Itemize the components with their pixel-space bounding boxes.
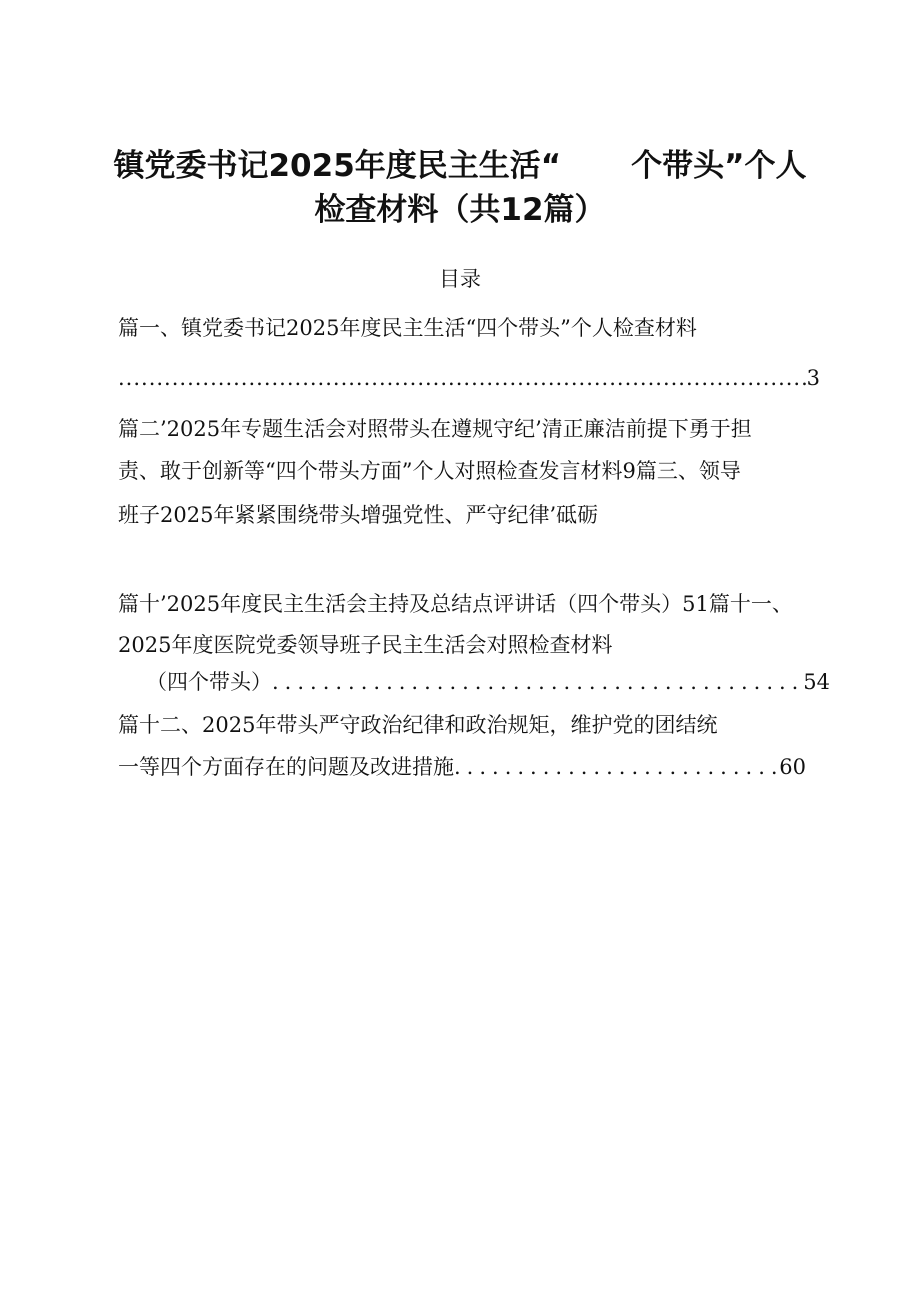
title-part-1: 镇党委书记2025年度民主生活“ xyxy=(113,148,562,184)
dot-leader xyxy=(272,667,803,697)
toc-entry-1-text[interactable]: 篇一、镇党委书记2025年度民主生活“四个带头”个人检查材料 xyxy=(118,316,697,340)
toc-entry-12-line-1[interactable]: 篇十二、2025年带头严守政治纪律和政治规矩，维护党的团结统 xyxy=(118,713,718,737)
dot-leader xyxy=(118,363,807,393)
toc-entry-1-leader[interactable] xyxy=(118,363,820,393)
toc-entry-2-line-2[interactable]: 责、敢于创新等“四个带头方面”个人对照检查发言材料9篇三、领导 xyxy=(118,459,741,483)
toc-entry-12-line-2: 一等四个方面存在的问题及改进措施 xyxy=(118,755,454,779)
toc-entry-2-line-1[interactable]: 篇二’2025年专题生活会对照带头在遵规守纪’清正廉洁前提下勇于担 xyxy=(118,417,752,441)
toc-heading: 目录 xyxy=(439,267,481,291)
toc-entry-11-line-2[interactable]: 2025年度医院党委领导班子民主生活会对照检查材料 xyxy=(118,633,613,657)
document-title-line-2: 检查材料（共12篇） xyxy=(314,192,606,228)
dot-leader xyxy=(454,752,779,782)
toc-entry-1-page: 3 xyxy=(806,366,820,390)
document-title-line-1 xyxy=(0,140,920,185)
toc-entry-11-line-3: （四个带头） xyxy=(146,670,272,694)
title-part-2: 个带头”个人 xyxy=(631,148,807,184)
toc-entry-12-leader[interactable] xyxy=(118,752,806,782)
toc-entry-3-line[interactable]: 班子2025年紧紧围绕带头增强党性、严守纪律’砥砺 xyxy=(118,503,599,527)
toc-entry-11-page: 54 xyxy=(803,670,830,694)
toc-entry-11-leader[interactable] xyxy=(146,667,830,697)
toc-entry-12-page: 60 xyxy=(779,755,806,779)
toc-entry-10-line[interactable]: 篇十’2025年度民主生活会主持及总结点评讲话（四个带头）51篇十一、 xyxy=(118,592,793,616)
